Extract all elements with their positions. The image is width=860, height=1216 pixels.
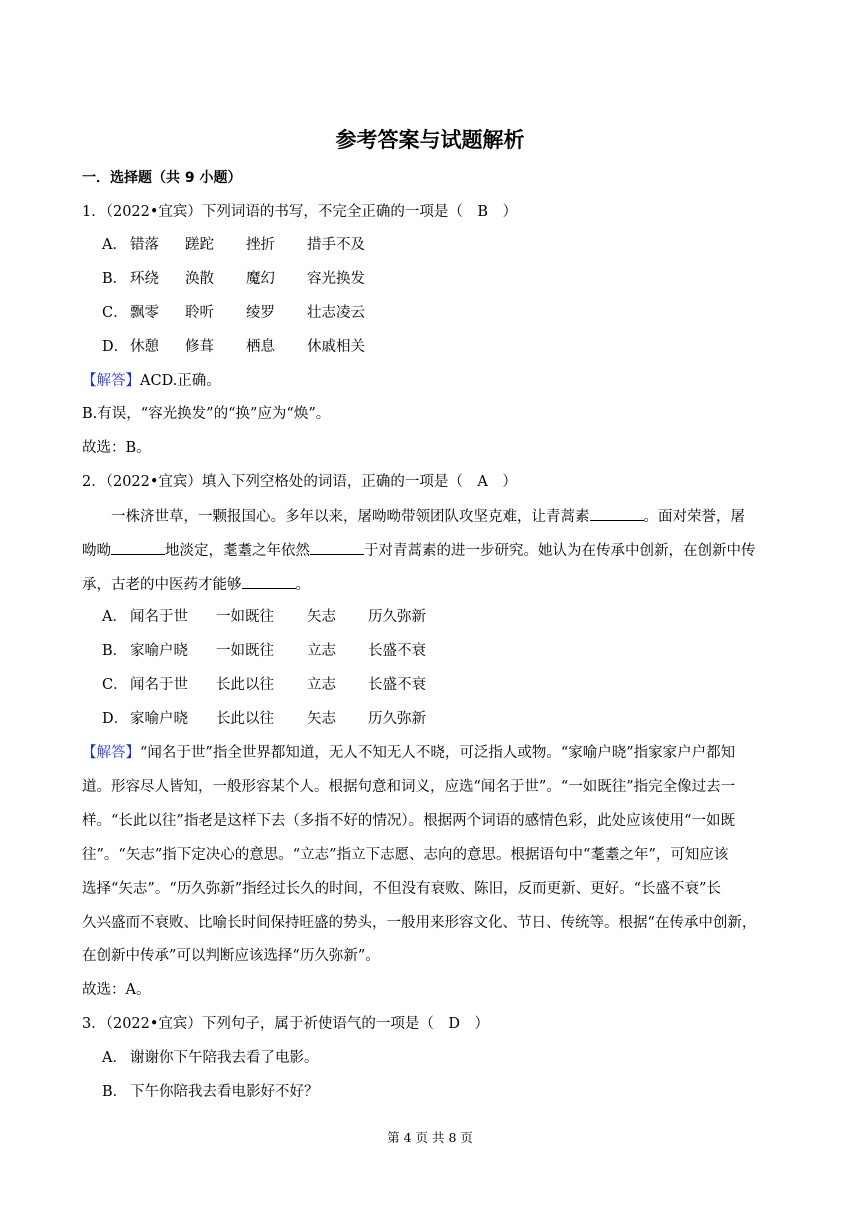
answer-2-line-4: 往”。“矢志”指下定决心的意思。“立志”指立下志愿、志向的意思。根据语句中“耄耋之年”，可知应该 <box>82 847 729 863</box>
option-word: 容光换发 <box>307 271 365 287</box>
section-heading: 一．选择题（共 9 小题） <box>82 170 242 186</box>
option-word: 一如既往 <box>216 643 274 659</box>
answer-text: “闻名于世”指全世界都知道，无人不知无人不晓，可泛指人或物。“家喻户晓”指家家户户都知 <box>140 745 736 761</box>
answer-2-choice: 故选：A。 <box>82 982 151 998</box>
passage-text: 。 <box>295 577 310 593</box>
option-letter: A． <box>102 237 127 253</box>
option-word: 长盛不衰 <box>368 677 426 693</box>
passage-line-1 <box>111 506 745 527</box>
answer-1-line-1 <box>82 371 221 391</box>
option-word: 闻名于世 <box>130 609 188 625</box>
option-word: 立志 <box>307 643 336 659</box>
option-word: 闻名于世 <box>130 677 188 693</box>
passage-text: 承，古老的中医药才能够 <box>82 577 242 593</box>
option-word: 长此以往 <box>216 677 274 693</box>
passage-text: 于对青蒿素的进一步研究。她认为在传承中创新，在创新中传 <box>364 543 756 559</box>
option-word: 壮志凌云 <box>307 305 365 321</box>
option-word: 休憩 <box>130 339 159 355</box>
option-word: 魔幻 <box>246 271 275 287</box>
option-letter: C． <box>102 677 128 693</box>
fill-blank <box>242 574 296 589</box>
answer-2-line-6: 久兴盛而不衰败、比喻长时间保持旺盛的势头，一般用来形容文化、节日、传统等。根据“在传承中创新， <box>82 915 757 931</box>
option-word: 矢志 <box>307 609 336 625</box>
answer-2-line-5: 选择“矢志”。“历久弥新”指经过长久的时间，不但没有衰败、陈旧，反而更新、更好。“长盛不衰”长 <box>82 881 721 897</box>
option-word: 长盛不衰 <box>368 643 426 659</box>
option-letter: B． <box>102 271 128 287</box>
option-letter: D． <box>102 339 129 355</box>
page-title: 参考答案与试题解析 <box>335 128 525 152</box>
passage-line-3 <box>82 574 310 595</box>
option-word: 错落 <box>130 237 159 253</box>
answer-2-line-3: 样。“长此以往”指老是这样下去（多指不好的情况）。根据两个词语的感情色彩，此处应该使用“一如既 <box>82 813 735 829</box>
answer-1-choice: 故选：B。 <box>82 440 151 456</box>
question-3-stem: 3．（2022•宜宾）下列句子，属于祈使语气的一项是（ D ） <box>82 1016 490 1032</box>
option-word: 一如既往 <box>216 609 274 625</box>
fill-blank <box>310 540 364 555</box>
option-word: 蹉跎 <box>185 237 214 253</box>
option-word: 栖息 <box>246 339 275 355</box>
option-word: 挫折 <box>246 237 275 253</box>
option-word: 绫罗 <box>246 305 275 321</box>
passage-text: 地淡定，耄耋之年依然 <box>165 543 310 559</box>
answer-2-line-1 <box>82 743 735 763</box>
passage-text: 一株济世草，一颗报国心。多年以来，屠呦呦带领团队攻坚克难，让青蒿素 <box>111 509 590 525</box>
option-word: 历久弥新 <box>368 711 426 727</box>
answer-2-line-2: 道。形容尽人皆知，一般形容某个人。根据句意和词义，应选“闻名于世”。“一如既往”指完全像过去一 <box>82 779 736 795</box>
option-letter: A． <box>102 1050 127 1066</box>
option-word: 聆听 <box>185 305 214 321</box>
option-word: 环绕 <box>130 271 159 287</box>
answer-1-line-2: B.有误，“容光换发”的“换”应为“焕”。 <box>82 406 331 422</box>
option-word: 休戚相关 <box>307 339 365 355</box>
option-word: 措手不及 <box>307 237 365 253</box>
page-footer: 第 4 页 共 8 页 <box>387 1130 473 1145</box>
question-1-stem: 1．（2022•宜宾）下列词语的书写，不完全正确的一项是（ B ） <box>82 204 518 220</box>
passage-text: 呦呦 <box>82 543 111 559</box>
option-word: 修葺 <box>185 339 214 355</box>
fill-blank <box>111 540 165 555</box>
option-word: 矢志 <box>307 711 336 727</box>
option-text: 下午你陪我去看电影好不好？ <box>130 1084 319 1100</box>
answer-tag: 【解答】 <box>82 745 140 761</box>
answer-2-line-7: 在创新中传承”可以判断应该选择“历久弥新”。 <box>82 948 380 964</box>
option-letter: B． <box>102 1084 128 1100</box>
passage-text: 。面对荣誉，屠 <box>643 509 745 525</box>
option-letter: C． <box>102 305 128 321</box>
answer-text: ACD.正确。 <box>140 373 221 389</box>
option-word: 家喻户晓 <box>130 643 188 659</box>
passage-line-2 <box>82 540 756 561</box>
question-2-stem: 2．（2022•宜宾）填入下列空格处的词语，正确的一项是（ A ） <box>82 474 517 490</box>
option-word: 家喻户晓 <box>130 711 188 727</box>
option-letter: D． <box>102 711 129 727</box>
option-letter: B． <box>102 643 128 659</box>
option-word: 长此以往 <box>216 711 274 727</box>
option-word: 飘零 <box>130 305 159 321</box>
option-word: 立志 <box>307 677 336 693</box>
option-word: 涣散 <box>185 271 214 287</box>
fill-blank <box>590 506 644 521</box>
answer-tag: 【解答】 <box>82 373 140 389</box>
option-word: 历久弥新 <box>368 609 426 625</box>
option-letter: A． <box>102 609 127 625</box>
option-text: 谢谢你下午陪我去看了电影。 <box>130 1050 319 1066</box>
